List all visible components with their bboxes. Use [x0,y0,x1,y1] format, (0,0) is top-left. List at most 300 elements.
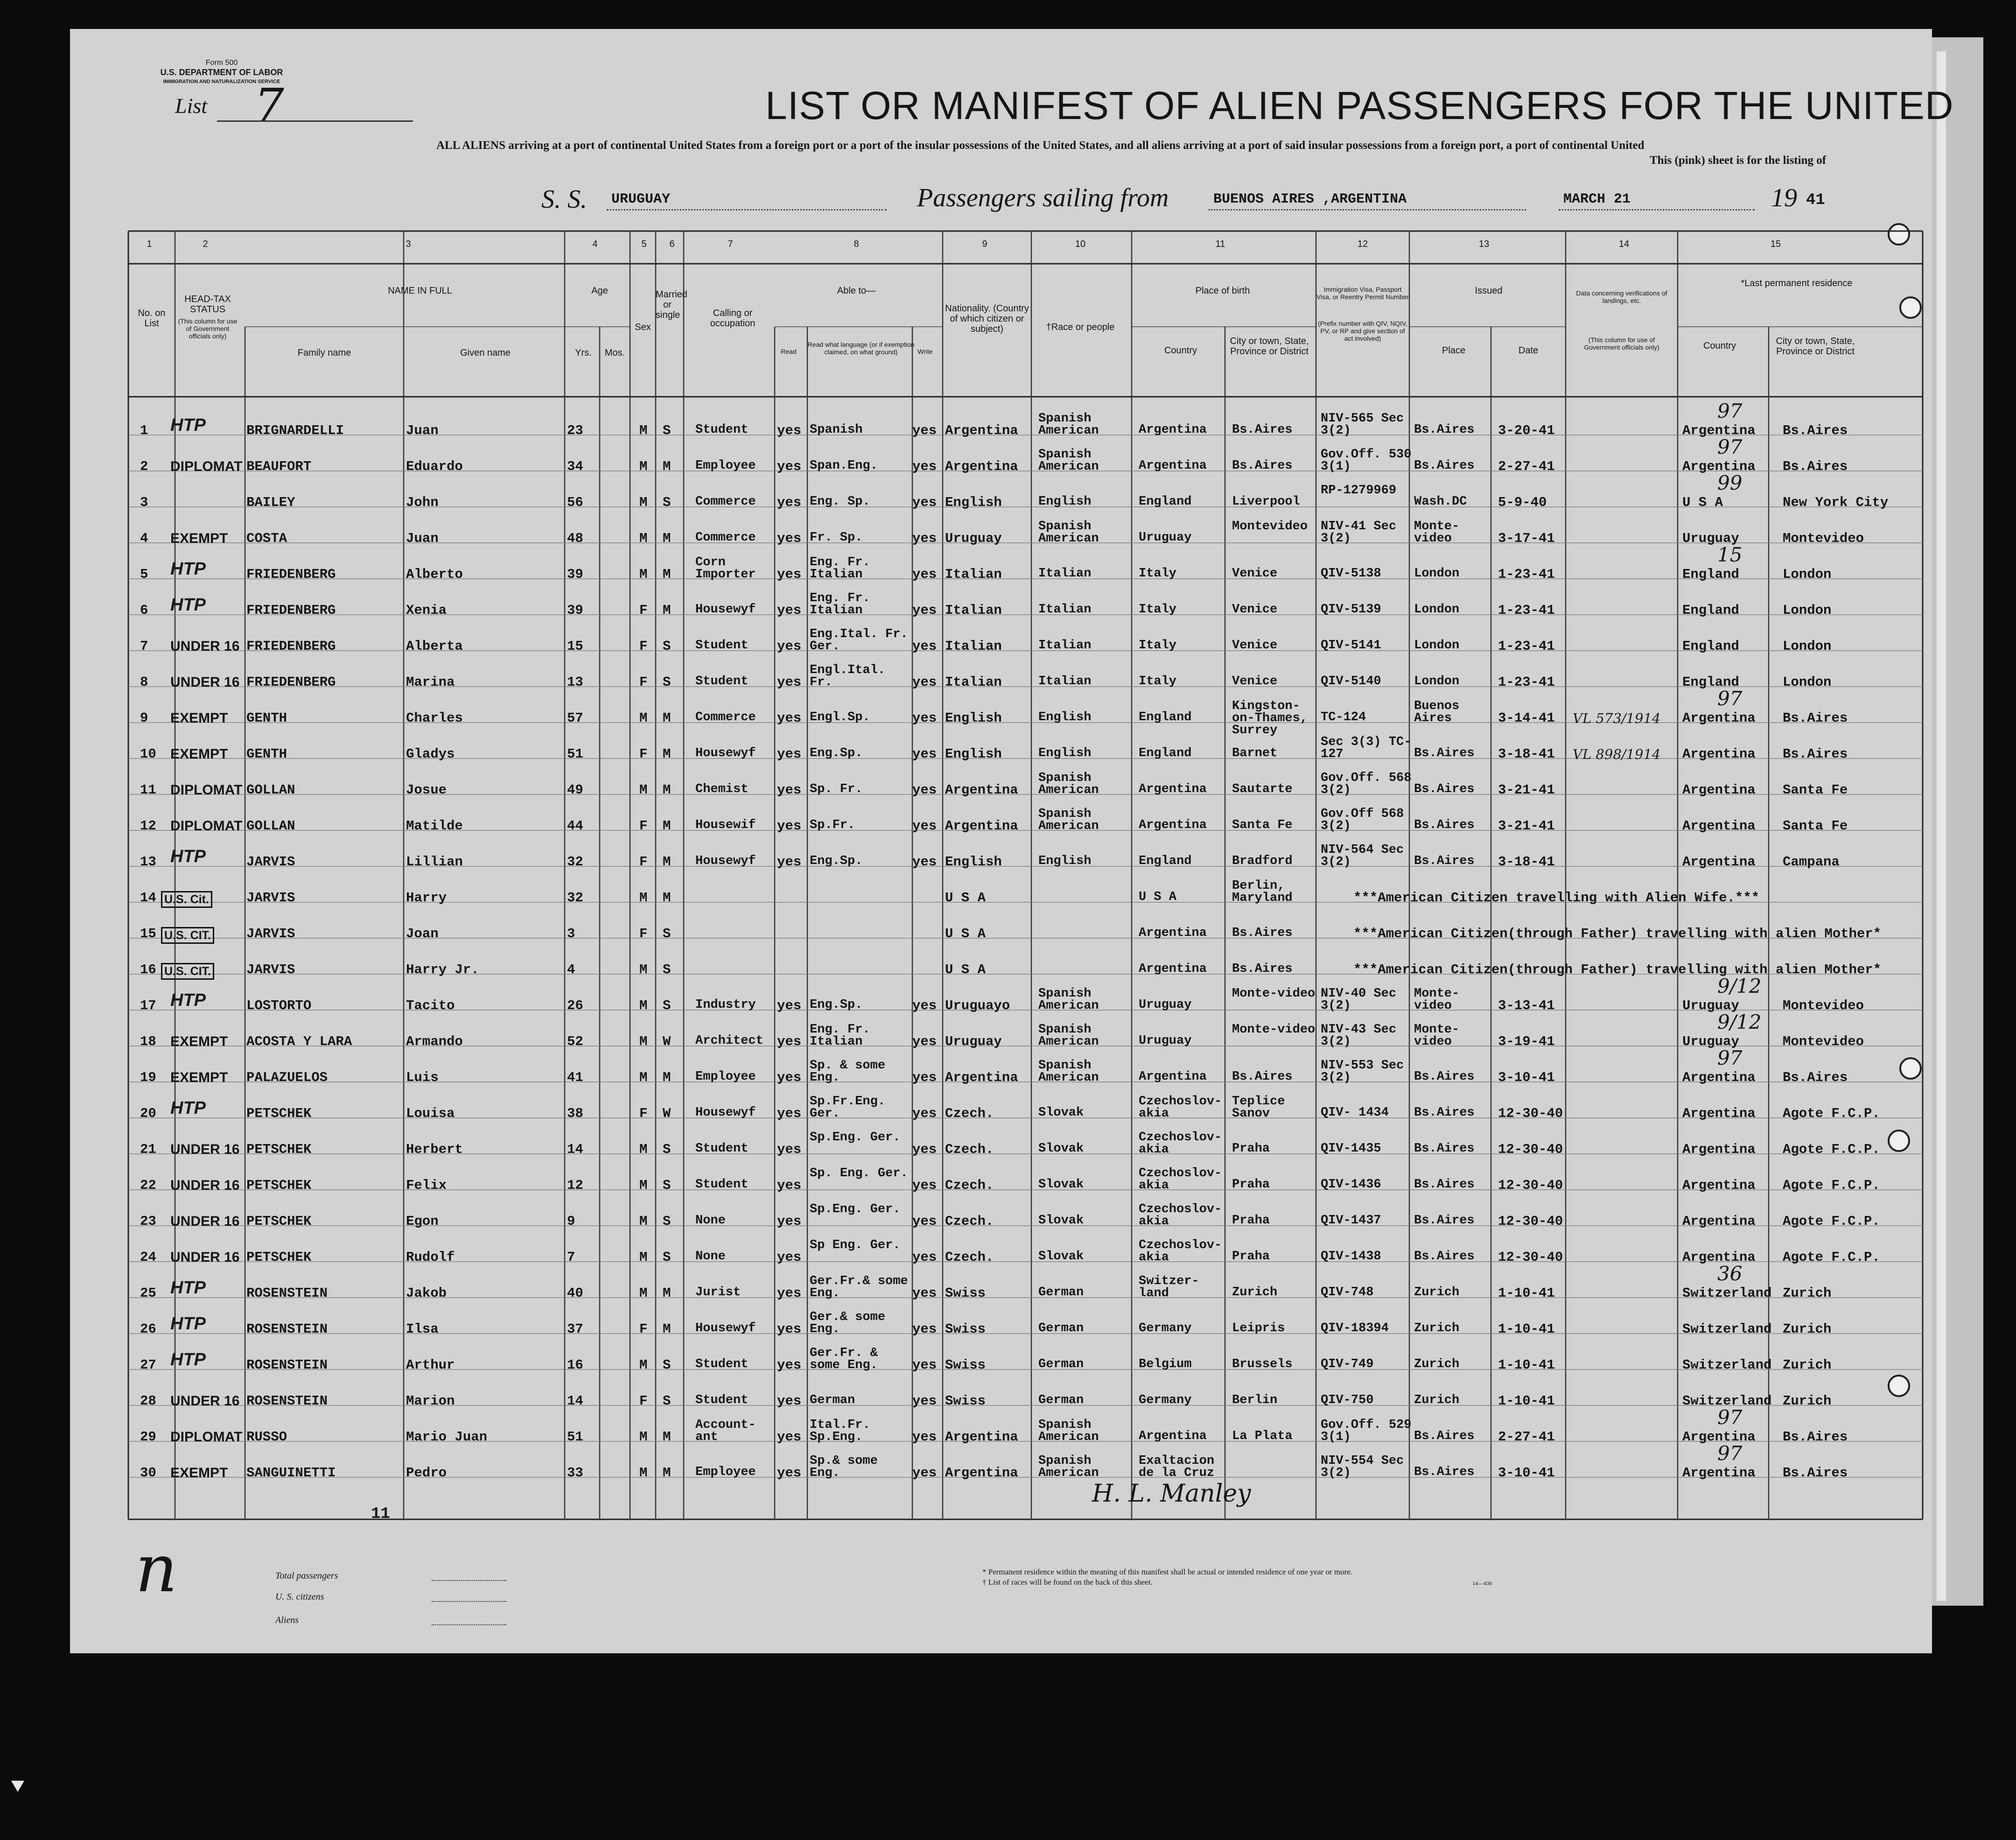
citizenship-note: ***American Citizen(through Father) travelling with alien Mother* [1353,962,1882,977]
family-name: LOSTORTO [246,998,312,1013]
form-number: Form 500 [205,59,238,67]
service: IMMIGRATION AND NATURALIZATION SERVICE [163,79,280,84]
given-name: Marion [406,1393,455,1409]
residence-code: 36 [1717,1262,1743,1285]
occupation: Corn Importer [695,555,756,582]
birth-city: Barnet [1232,746,1278,760]
marital-status: S [663,926,671,941]
marital-status: S [663,423,671,438]
list-label: List [175,94,208,118]
marital-status: M [663,459,671,474]
table-row [0,975,2016,1018]
table-row [0,731,2016,766]
visa-number: QIV-18394 [1321,1321,1389,1335]
issued-date: 3-10-41 [1498,1070,1555,1085]
sex: M [639,1429,648,1445]
table-row [0,947,2016,982]
issued-date: 1-23-41 [1498,567,1555,582]
nationality: Italian [945,639,1002,654]
birth-country: Belgium [1139,1357,1192,1371]
row-number: 13 [140,854,156,870]
occupation: Student [695,1178,749,1192]
marital-status: M [663,1429,671,1445]
issued-place: Zurich [1414,1393,1460,1407]
residence-country: Argentina [1682,1429,1756,1445]
visa-number: Gov.Off 568 3(2) [1321,807,1404,833]
marital-status: M [663,1285,671,1301]
can-write: yes [912,746,937,762]
family-name: FRIEDENBERG [246,674,336,690]
header-verification-note: (This column for use of Government officials only) [1584,336,1659,351]
visa-number: Sec 3(3) TC-127 [1321,735,1412,761]
occupation: Student [695,1357,749,1371]
can-read: yes [777,854,802,870]
sex: M [639,1070,648,1085]
header-head-tax-note: (This column for use of Government officials only) [178,317,238,340]
race: Spanish American [1038,771,1099,797]
read-language: Sp.& some Eng. [810,1454,878,1480]
occupation: Jurist [695,1285,741,1299]
nationality: Argentina [945,782,1018,798]
residence-city: Agote F.C.P. [1783,1178,1880,1193]
race: English [1038,746,1092,760]
head-tax-status: DIPLOMAT [170,782,243,798]
head-tax-status: U.S. CIT. [161,927,214,944]
column-number: 2 [203,239,208,249]
issued-date: 12-30-40 [1498,1142,1563,1157]
residence-code: 97 [1717,400,1743,422]
occupation: Housewyf [695,603,756,617]
residence-country: Uruguay [1682,531,1739,546]
row-number: 19 [140,1070,156,1085]
nationality: Swiss [945,1321,986,1337]
row-number: 3 [140,495,148,510]
nationality: Argentina [945,1070,1018,1085]
head-tax-status: EXEMPT [170,531,228,546]
head-tax-status: HTP [170,847,206,866]
table-row [0,1199,2016,1233]
residence-city: Montevideo [1783,998,1864,1013]
head-tax-status: HTP [170,1098,206,1118]
verification: VL 898/1914 [1573,746,1661,762]
header-mos: Mos. [604,348,625,358]
header-write: Write [917,348,933,355]
age-years: 51 [567,1429,583,1445]
issued-date: 1-23-41 [1498,674,1555,690]
head-tax-status: DIPLOMAT [170,818,243,834]
header-sex: Sex [635,322,651,332]
residence-city: Bs.Aires [1783,746,1848,762]
departure-port: BUENOS AIRES ,ARGENTINA [1213,191,1407,207]
residence-code: 15 [1717,543,1743,566]
column-number: 6 [669,239,675,249]
sex: M [639,890,648,906]
read-language: Ger.Fr.& some Eng. [810,1274,908,1300]
residence-city: Santa Fe [1783,818,1848,834]
occupation: Account-ant [695,1418,756,1444]
residence-code: 97 [1717,1442,1743,1465]
family-name: ACOSTA Y LARA [246,1034,352,1049]
given-name: Rudolf [406,1250,455,1265]
read-language: Eng.Sp. [810,998,863,1012]
visa-number: QIV- 1434 [1321,1106,1389,1120]
residence-code: 97 [1717,1406,1743,1429]
read-language: Sp. Fr. [810,782,863,796]
nationality: Uruguay [945,531,1002,546]
race: English [1038,710,1092,724]
occupation: Employee [695,1070,756,1084]
age-years: 37 [567,1321,583,1337]
issued-date: 2-27-41 [1498,459,1555,474]
can-write: yes [912,603,937,618]
family-name: FRIEDENBERG [246,567,336,582]
age-years: 51 [567,746,583,762]
visa-number: QIV-1436 [1321,1178,1381,1192]
age-years: 23 [567,423,583,438]
sex: M [639,423,648,438]
birth-city: Brussels [1232,1357,1293,1371]
issued-place: Bs.Aires [1414,1214,1475,1228]
race: Spanish American [1038,1454,1099,1480]
age-years: 39 [567,603,583,618]
birth-city: Kingston-on-Thames, Surrey [1232,699,1308,737]
head-tax-status: HTP [170,990,206,1010]
residence-city: London [1783,603,1832,618]
marital-status: M [663,531,671,546]
issued-date: 3-10-41 [1498,1465,1555,1481]
occupation: Commerce [695,495,756,509]
visa-number: NIV-564 Sec 3(2) [1321,843,1404,869]
issued-date: 12-30-40 [1498,1214,1563,1229]
nationality: Argentina [945,423,1018,438]
head-tax-status: DIPLOMAT [170,1429,243,1445]
sex: M [639,531,648,546]
race: German [1038,1321,1084,1335]
can-write: yes [912,710,937,726]
given-name: Xenia [406,603,447,618]
birth-country: Argentina [1139,459,1207,473]
visa-number: QIV-5139 [1321,603,1381,617]
race: Spanish American [1038,520,1099,546]
birth-country: Uruguay [1139,998,1192,1012]
nationality: Italian [945,567,1002,582]
table-row [0,1406,2016,1449]
issued-place: Bs.Aires [1414,1250,1475,1264]
residence-country: Argentina [1682,1214,1756,1229]
race: English [1038,495,1092,509]
family-name: PETSCHEK [246,1106,312,1121]
issued-date: 5-9-40 [1498,495,1547,510]
nationality: U S A [945,890,986,906]
can-read: yes [777,1393,802,1409]
head-tax-status: HTP [170,1314,206,1334]
marital-status: M [663,567,671,582]
read-language: German [810,1393,855,1407]
issued-place: Bs.Aires [1414,1429,1475,1443]
can-write: yes [912,674,937,690]
read-language: Sp Eng. Ger. [810,1238,901,1252]
visa-number: QIV-1438 [1321,1250,1381,1264]
sex: M [639,962,648,977]
nationality: Italian [945,674,1002,690]
read-language: Ger.Fr. & some Eng. [810,1346,878,1372]
birth-city: La Plata [1232,1429,1293,1443]
table-row [0,471,2016,514]
nationality: Swiss [945,1357,986,1373]
marital-status: M [663,603,671,618]
department: U.S. DEPARTMENT OF LABOR [160,68,283,77]
can-read: yes [777,459,802,474]
can-read: yes [777,818,802,834]
can-write: yes [912,423,937,438]
read-language: Eng. Sp. [810,495,870,509]
header-read-language: Read what language (or if exemption claimed, on what ground) [807,341,915,356]
marital-status: M [663,890,671,906]
given-name: John [406,495,439,510]
read-language: Ger.& some Eng. [810,1310,886,1336]
marital-status: S [663,962,671,977]
total-passengers-label: Total passengers [275,1571,338,1581]
given-name: Luis [406,1070,439,1085]
can-write: yes [912,1034,937,1049]
birth-city: Bs.Aires [1232,962,1293,976]
visa-number: NIV-565 Sec 3(2) [1321,412,1404,438]
table-row [0,1046,2016,1089]
head-tax-status: EXEMPT [170,1070,228,1085]
given-name: Marina [406,674,455,690]
header-nationality: Nationality. (Country of which citizen or subject) [945,303,1029,334]
header-able-to: Able to— [837,286,876,296]
residence-city: Montevideo [1783,1034,1864,1049]
birth-city: Praha [1232,1214,1270,1228]
family-name: SANGUINETTI [246,1465,336,1481]
nationality: Czech. [945,1250,994,1265]
header-given-name: Given name [460,348,511,358]
read-language: Eng.Ital. Fr. Ger. [810,627,908,653]
birth-country: Argentina [1139,962,1207,976]
column-number: 15 [1770,239,1781,249]
row-number: 2 [140,459,148,474]
residence-city: Agote F.C.P. [1783,1106,1880,1121]
family-name: GENTH [246,746,287,762]
race: German [1038,1357,1084,1371]
residence-code: 97 [1717,687,1743,710]
birth-country: Argentina [1139,1429,1207,1443]
row-number: 5 [140,567,148,582]
visa-number: QIV-749 [1321,1357,1374,1371]
birth-city: Berlin [1232,1393,1278,1407]
us-citizens-label: U. S. citizens [275,1592,324,1602]
family-name: FRIEDENBERG [246,639,336,654]
given-name: Eduardo [406,459,463,474]
row-number: 18 [140,1034,156,1049]
birth-city: Teplice Sanov [1232,1095,1285,1121]
row-number: 6 [140,603,148,618]
age-years: 39 [567,567,583,582]
family-name: PALAZUELOS [246,1070,328,1085]
nationality: Argentina [945,818,1018,834]
given-name: Harry [406,890,447,906]
age-years: 57 [567,710,583,726]
sailing-date: MARCH 21 [1563,191,1631,207]
issued-place: Monte-video [1414,520,1460,546]
age-years: 41 [567,1070,583,1085]
can-write: yes [912,854,937,870]
column-number: 3 [406,239,411,249]
family-name: ROSENSTEIN [246,1285,328,1301]
sex: F [639,1393,648,1409]
residence-country: Argentina [1682,1465,1756,1481]
race: Spanish American [1038,1418,1099,1444]
issued-place: Bs.Aires [1414,423,1475,437]
issued-place: Buenos Aires [1414,699,1460,725]
sex: M [639,1214,648,1229]
age-years: 44 [567,818,583,834]
header-age: Age [591,286,608,296]
race: Italian [1038,603,1092,617]
table-row [0,911,2016,946]
given-name: Charles [406,710,463,726]
footnote-residence: * Permanent residence within the meaning of this manifest shall be actual or intended residence of one year or more. [982,1567,1353,1576]
residence-city: Agote F.C.P. [1783,1142,1880,1157]
residence-city: Bs.Aires [1783,710,1848,726]
birth-country: Argentina [1139,423,1207,437]
table-row [0,1163,2016,1197]
race: Spanish American [1038,1023,1099,1049]
age-years: 15 [567,639,583,654]
birth-country: Argentina [1139,782,1207,796]
column-number: 9 [982,239,987,249]
marital-status: M [663,746,671,762]
header-issued-date: Date [1518,345,1539,356]
birth-country: Germany [1139,1393,1192,1407]
pink-sheet-note: This (pink) sheet is for the listing of [1650,154,1827,167]
occupation: None [695,1214,726,1228]
race: Italian [1038,674,1092,688]
race: Slovak [1038,1142,1084,1156]
birth-city: Sautarte [1232,782,1293,796]
issued-place: Bs.Aires [1414,1070,1475,1084]
issued-place: Bs.Aires [1414,1106,1475,1120]
can-read: yes [777,1357,802,1373]
year-prefix: 19 [1771,183,1797,212]
residence-country: Uruguay [1682,1034,1739,1049]
residence-country: Argentina [1682,423,1756,438]
issued-date: 3-21-41 [1498,818,1555,834]
residence-country: Argentina [1682,1250,1756,1265]
birth-city: Bradford [1232,854,1293,868]
family-name: PETSCHEK [246,1250,312,1265]
race: English [1038,854,1092,868]
issued-place: Bs.Aires [1414,818,1475,832]
table-row [0,687,2016,737]
issued-place: London [1414,603,1460,617]
header-married: Married or single [656,289,687,320]
can-write: yes [912,567,937,582]
birth-city: Praha [1232,1250,1270,1264]
occupation: Architect [695,1034,763,1048]
visa-number: TC-124 [1321,710,1366,724]
age-years: 12 [567,1178,583,1193]
visa-number: NIV-554 Sec 3(2) [1321,1454,1404,1480]
head-tax-status: HTP [170,1278,206,1298]
race: Spanish American [1038,448,1099,474]
header-calling: Calling or occupation [710,308,756,329]
given-name: Arthur [406,1357,455,1373]
read-language: Engl.Ital. Fr. [810,663,886,689]
given-name: Ilsa [406,1321,439,1337]
residence-country: Switzerland [1682,1357,1772,1373]
race: Spanish American [1038,1059,1099,1085]
family-name: GOLLAN [246,782,295,798]
can-read: yes [777,495,802,510]
can-write: yes [912,1285,937,1301]
occupation: Employee [695,1465,756,1479]
sex: F [639,818,648,834]
birth-country: Argentina [1139,1070,1207,1084]
issued-date: 2-27-41 [1498,1429,1555,1445]
table-row [0,1011,2016,1053]
birth-country: Czechoslov-akia [1139,1166,1222,1193]
residence-country: Switzerland [1682,1321,1772,1337]
marital-status: M [663,782,671,798]
page-count: 11 [371,1505,390,1523]
sex: F [639,639,648,654]
head-tax-status: U.S. CIT. [161,963,214,980]
given-name: Mario Juan [406,1429,488,1445]
issued-date: 12-30-40 [1498,1250,1563,1265]
read-language: Ital.Fr. Sp.Eng. [810,1418,870,1444]
birth-country: Italy [1139,674,1177,688]
table-row [0,803,2016,838]
given-name: Jakob [406,1285,447,1301]
birth-city: Liverpool [1232,495,1300,509]
ship-name: URUGUAY [611,191,671,207]
marital-status: S [663,1142,671,1157]
table-row [0,435,2016,478]
can-read: yes [777,1429,802,1445]
birth-country: England [1139,710,1192,724]
race: Slovak [1038,1178,1084,1192]
can-read: yes [777,1142,802,1157]
column-number: 11 [1215,239,1225,249]
row-number: 4 [140,531,148,546]
age-years: 56 [567,495,583,510]
nationality: Uruguay [945,1034,1002,1049]
can-write: yes [912,495,937,510]
header-read: Read [781,348,797,355]
footnote-races: † List of races will be found on the back of this sheet. [982,1578,1153,1587]
family-name: ROSENSTEIN [246,1357,328,1373]
issued-place: London [1414,567,1460,581]
read-language: Sp.Eng. Ger. [810,1131,901,1145]
head-tax-status: UNDER 16 [170,674,240,690]
issued-date: 3-20-41 [1498,423,1555,438]
can-write: yes [912,1142,937,1157]
can-read: yes [777,1214,802,1229]
race: Slovak [1038,1214,1084,1228]
read-language: Fr. Sp. [810,531,863,545]
row-number: 1 [140,423,148,438]
head-tax-status: UNDER 16 [170,639,240,654]
head-tax-status: UNDER 16 [170,1142,240,1157]
issued-place: London [1414,639,1460,653]
visa-number: Gov.Off. 530 3(1) [1321,448,1412,474]
nationality: English [945,854,1002,870]
can-write: yes [912,1465,937,1481]
occupation: None [695,1250,726,1264]
column-number: 7 [728,239,733,249]
